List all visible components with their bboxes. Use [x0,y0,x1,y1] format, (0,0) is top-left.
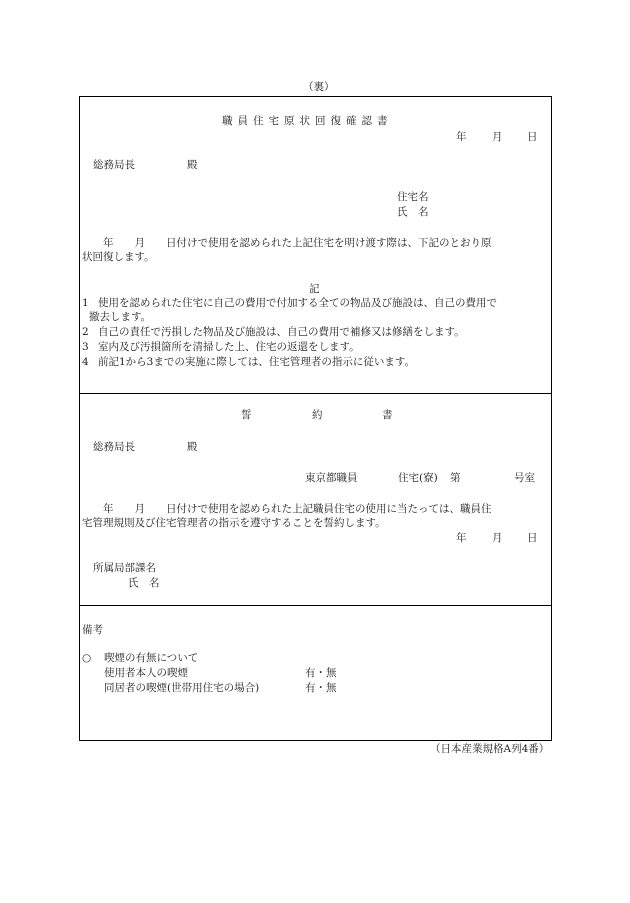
item-1-text-cont: 撤去します。 [89,311,152,323]
section1-date-month: 月 [492,131,503,143]
section2-body-line1: 年 月 日付けで使用を認められた上記職員住宅の使用に当たっては、職員住 [82,503,492,515]
section1-body-line1: 年 月 日付けで使用を認められた上記住宅を明け渡す際は、下記のとおり原 [82,237,492,249]
section2-date-month: 月 [492,532,503,544]
restoration-confirmation-section [79,96,552,394]
department-label: 所属局部課名 [93,562,156,574]
paper-standard-note: （日本産業規格A列4番） [430,743,550,755]
remarks-section [79,605,552,741]
ki-heading: 記 [309,283,320,295]
smoking-self-choice[interactable]: 有・無 [305,667,337,679]
item-4-text: 前記1から3までの実施に際しては、住宅管理者の指示に従います。 [98,356,416,368]
pledge-title-char-3: 書 [382,409,393,421]
section1-title: 職員住宅原状回復確認書 [222,115,393,127]
section1-date-year: 年 [456,131,467,143]
room-number-label: 号室 [514,472,535,484]
smoking-cohabitant-label: 同居者の喫煙(世帯用住宅の場合) [104,682,260,694]
item-4-number: 4 [82,356,89,368]
section2-body-line2: 宅管理規則及び住宅管理者の指示を遵守することを誓約します。 [82,517,386,529]
house-dorm-label: 住宅(寮) [398,472,438,484]
item-2-text: 自己の責任で汚損した物品及び施設は、自己の費用で補修又は修繕をします。 [98,326,465,338]
section1-addressee: 総務局長 [93,159,135,171]
page-side-label: （裏） [303,81,335,93]
section1-body-line2: 状回復します。 [82,251,155,263]
item-1-number: 1 [82,297,89,309]
section2-date-day: 日 [527,532,538,544]
pledge-title-char-1: 誓 [241,409,252,421]
section1-honorific: 殿 [187,159,198,171]
smoking-cohabitant-choice[interactable]: 有・無 [305,682,337,694]
pledger-name-label: 氏 名 [128,577,160,589]
section2-honorific: 殿 [187,441,198,453]
section2-date-year: 年 [456,532,467,544]
item-1-text: 使用を認められた住宅に自己の費用で付加する全ての物品及び施設は、自己の費用で [98,297,497,309]
item-2-number: 2 [82,326,89,338]
circle-bullet: ○ [82,652,92,664]
section1-date-day: 日 [527,131,538,143]
item-3-number: 3 [82,341,89,353]
tokyo-staff-label: 東京都職員 [305,472,358,484]
smoking-self-label: 使用者本人の喫煙 [104,667,188,679]
remarks-title: 備考 [82,624,103,636]
pledge-section [79,393,552,606]
house-name-label: 住宅名 [397,191,429,203]
item-3-text: 室内及び汚損箇所を清掃した上、住宅の返還をします。 [98,341,360,353]
section2-addressee: 総務局長 [93,441,135,453]
tenant-name-label: 氏 名 [397,206,429,218]
smoking-title: 喫煙の有無について [104,652,199,664]
pledge-title-char-2: 約 [312,409,323,421]
number-prefix-label: 第 [450,472,461,484]
